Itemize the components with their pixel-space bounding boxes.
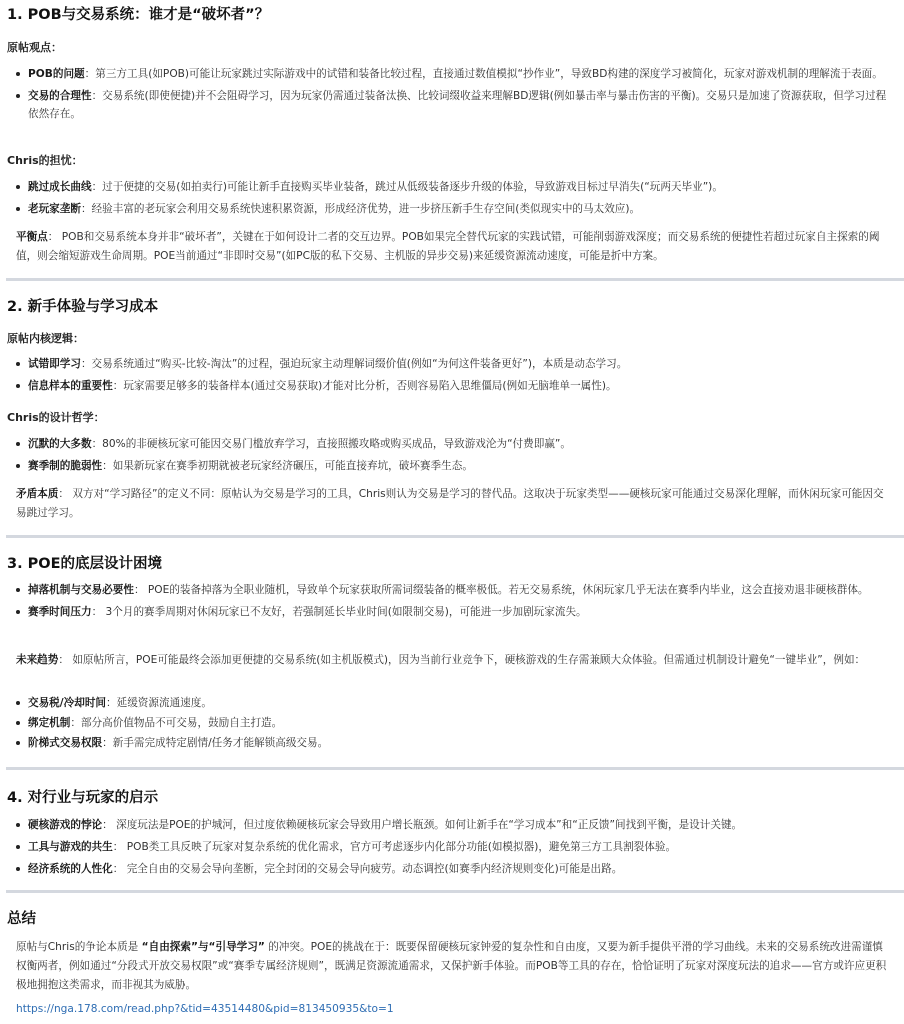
section-4-title: 4. 对行业与玩家的启示: [7, 790, 159, 806]
section-1-conclusion: 平衡点： POB和交易系统本身并非“破坏者”，关键在于如何设计二者的交互边界。POB如果完全替代玩家的实践试错，可能削弱游戏深度；而交易系统的便捷性若超过玩家自主探索的阈值，则会缩短游戏生命周期。POE当前通过“非即时交易”(如PC版的私下交易、主机版的异步交易)来延缓资源流动速度，可能是折中方案。: [16, 231, 880, 262]
list-item: 老玩家垄断：经验丰富的老玩家会利用交易系统快速积累资源，形成经济优势，进一步挤压新手生存空间(类似现实中的马太效应)。: [7, 200, 900, 218]
list-item: POB的问题：第三方工具(如POB)可能让玩家跳过实际游戏中的试错和装备比较过程，直接通过数值模拟“抄作业”，导致BD构建的深度学习被简化，玩家对游戏机制的理解流于表面。: [7, 65, 900, 83]
list-item: 赛季时间压力： 3个月的赛季周期对休闲玩家已不友好，若强制延长毕业时间(如限制交易)，可能进一步加剧玩家流失。: [7, 603, 900, 621]
section-2-conclusion: 矛盾本质： 双方对“学习路径”的定义不同：原帖认为交易是学习的工具，Chris则认为交易是学习的替代品。这取决于玩家类型——硬核玩家可能通过交易深化理解，而休闲玩家可能因交易跳过学习。: [16, 488, 884, 519]
section-2-chris-list: [7, 435, 900, 475]
summary-paragraph: 原帖与Chris的争论本质是 “自由探索”与“引导学习” 的冲突。POE的挑战在于：既要保留硬核玩家钟爱的复杂性和自由度，又要为新手提供平滑的学习曲线。未来的交易系统改进需谨慎权衡两者，例如通过“分段式开放交易权限”或“赛季专属经济规则”，既满足资源流通需求，又保护新手体验。而POB等工具的存在，恰恰证明了玩家对深度玩法的追求——官方或许应更积极地拥抱这类需求，而非视其为威胁。: [16, 941, 887, 991]
section-4-list: [7, 816, 900, 878]
list-item: 工具与游戏的共生： POB类工具反映了玩家对复杂系统的优化需求，官方可考虑逐步内化部分功能(如模拟器)，避免第三方工具割裂体验。: [7, 838, 900, 856]
section-1-subheading-chris: Chris的担忧：: [7, 154, 83, 167]
list-item: 交易的合理性：交易系统(即使便捷)并不会阻碍学习，因为玩家仍需通过装备汰换、比较词缀收益来理解BD逻辑(例如暴击率与暴击伤害的平衡)。交易只是加速了资源获取，但学习过程依然存在。: [7, 87, 900, 123]
list-item: 阶梯式交易权限：新手需完成特定剧情/任务才能解锁高级交易。: [7, 734, 900, 752]
section-1-original-list: [7, 65, 900, 123]
section-divider: [6, 278, 904, 281]
list-item: 交易税/冷却时间：延缓资源流通速度。: [7, 694, 900, 712]
section-2-title: 2. 新手体验与学习成本: [7, 299, 159, 315]
section-divider: [6, 767, 904, 770]
section-3-list: [7, 581, 900, 621]
list-item: 经济系统的人性化： 完全自由的交易会导向垄断，完全封闭的交易会导向疲劳。动态调控(如赛季内经济规则变化)可能是出路。: [7, 860, 900, 878]
section-1-subheading-original: 原帖观点：: [7, 41, 62, 54]
section-1-title: 1. POB与交易系统：谁才是“破坏者”？: [7, 7, 270, 23]
list-item: 绑定机制：部分高价值物品不可交易，鼓励自主打造。: [7, 714, 900, 732]
list-item: 沉默的大多数：80%的非硬核玩家可能因交易门槛放弃学习，直接照搬攻略或购买成品，导致游戏沦为“付费即赢”。: [7, 435, 900, 453]
list-item: 试错即学习：交易系统通过“购买-比较-淘汰”的过程，强迫玩家主动理解词缀价值(例如“为何这件装备更好”)，本质是动态学习。: [7, 355, 900, 373]
section-2-original-list: [7, 355, 900, 395]
list-item: 跳过成长曲线：过于便捷的交易(如拍卖行)可能让新手直接购买毕业装备，跳过从低级装备逐步升级的体验，导致游戏目标过早消失(“玩两天毕业”)。: [7, 178, 900, 196]
section-2-subheading-chris: Chris的设计哲学：: [7, 411, 105, 424]
section-divider: [6, 535, 904, 538]
list-item: 硬核游戏的悖论： 深度玩法是POE的护城河，但过度依赖硬核玩家会导致用户增长瓶颈。如何让新手在“学习成本”和“正反馈”间找到平衡，是设计关键。: [7, 816, 900, 834]
section-2-subheading-original: 原帖内核逻辑：: [7, 332, 84, 345]
section-3-title: 3. POE的底层设计困境: [7, 556, 163, 572]
source-link[interactable]: https://nga.178.com/read.php?&tid=43514480&pid=813450935&to=1: [16, 1003, 394, 1015]
section-1-chris-list: [7, 178, 900, 218]
list-item: 信息样本的重要性：玩家需要足够多的装备样本(通过交易获取)才能对比分析，否则容易陷入思维僵局(例如无脑堆单一属性)。: [7, 377, 900, 395]
section-3-trend: 未来趋势： 如原帖所言，POE可能最终会添加更便捷的交易系统(如主机版模式)，因为当前行业竞争下，硬核游戏的生存需兼顾大众体验。但需通过机制设计避免“一键毕业”，例如：: [16, 654, 866, 666]
summary-title: 总结: [7, 911, 36, 927]
list-item: 赛季制的脆弱性：如果新玩家在赛季初期就被老玩家经济碾压，可能直接弃坑，破坏赛季生态。: [7, 457, 900, 475]
section-divider: [6, 890, 904, 893]
section-3-trend-list: [7, 694, 900, 752]
list-item: 掉落机制与交易必要性： POE的装备掉落为全职业随机，导致单个玩家获取所需词缀装备的概率极低。若无交易系统，休闲玩家几乎无法在赛季内毕业，这会直接劝退非硬核群体。: [7, 581, 900, 599]
